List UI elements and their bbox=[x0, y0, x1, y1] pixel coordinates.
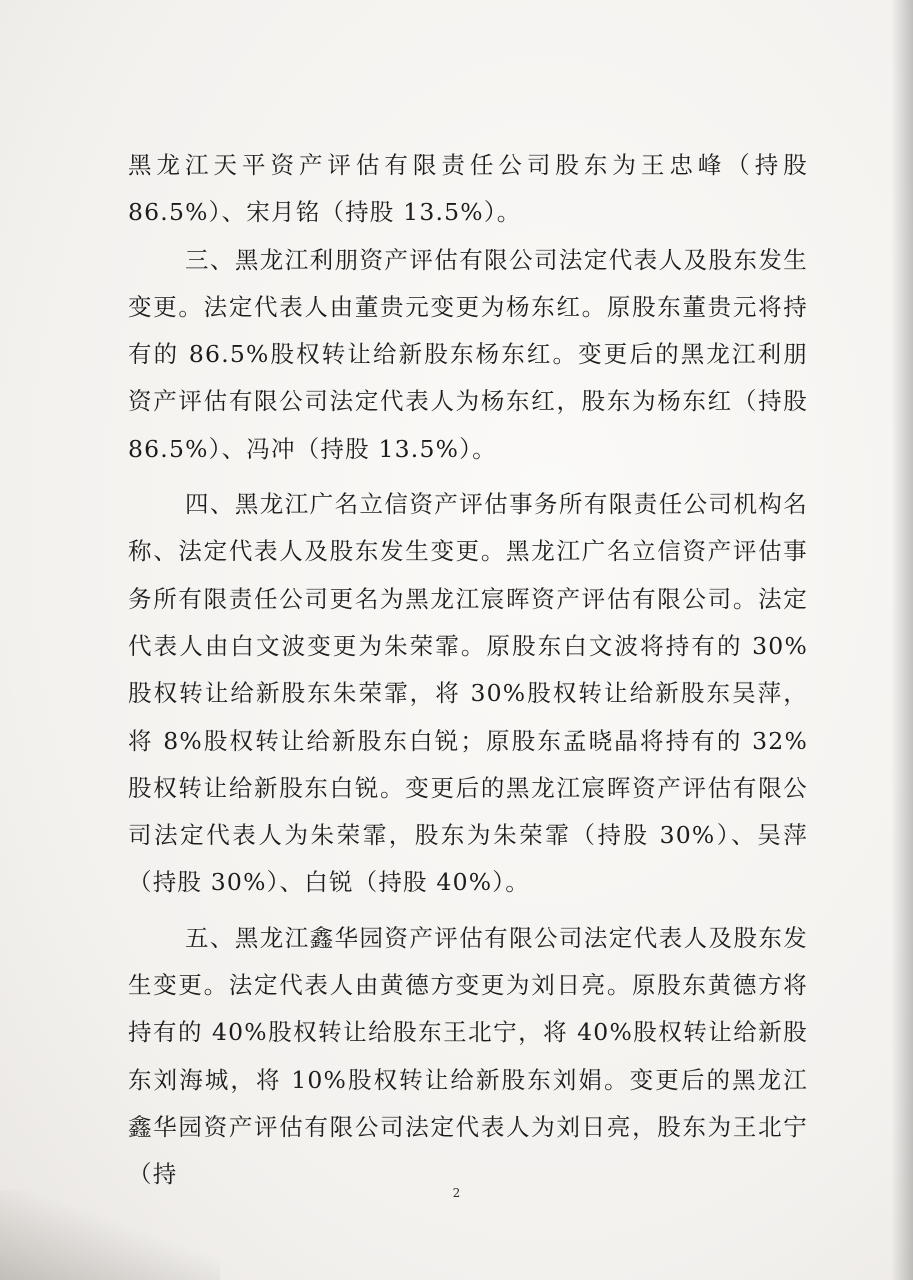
paragraph-section-5: 五、黑龙江鑫华园资产评估有限公司法定代表人及股东发生变更。法定代表人由黄德方变更为刘日亮。原股东黄德方将持有的 40%股权转让给股东王北宁，将 40%股权转让给新股东刘海城，将 10%股权转让给新股东刘娟。变更后的黑龙江鑫华园资产评估有限公司法定代表人为刘日亮，股东为王北宁（持 bbox=[128, 923, 808, 1189]
document-body bbox=[128, 142, 808, 1199]
paragraph-section-4: 四、黑龙江广名立信资产评估事务所有限责任公司机构名称、法定代表人及股东发生变更。黑龙江广名立信资产评估事务所有限责任公司更名为黑龙江宸晖资产评估有限公司。法定代表人由白文波变更为朱荣霏。原股东白文波将持有的 30%股权转让给新股东朱荣霏，将 30%股权转让给新股东吴萍，将 8%股权转让给新股东白锐；原股东孟晓晶将持有的 32%股权转让给新股东白锐。变更后的黑龙江宸晖资产评估有限公司法定代表人为朱荣霏，股东为朱荣霏（持股 30%）、吴萍（持股 30%）、白锐（持股 40%）。 bbox=[128, 490, 808, 897]
page-number: 2 bbox=[452, 1186, 461, 1200]
paragraph-section-3: 三、黑龙江利朋资产评估有限公司法定代表人及股东发生变更。法定代表人由董贵元变更为杨东红。原股东董贵元将持有的 86.5%股权转让给新股东杨东红。变更后的黑龙江利朋资产评估有限公司法定代表人为杨东红，股东为杨东红（持股 86.5%）、冯冲（持股 13.5%）。 bbox=[128, 245, 808, 463]
page-edge-shadow bbox=[891, 0, 913, 1280]
page-corner-shadow bbox=[0, 1190, 220, 1280]
paragraph-continuation: 黑龙江天平资产评估有限责任公司股东为王忠峰（持股 86.5%）、宋月铭（持股 13.5%）。 bbox=[128, 151, 808, 227]
